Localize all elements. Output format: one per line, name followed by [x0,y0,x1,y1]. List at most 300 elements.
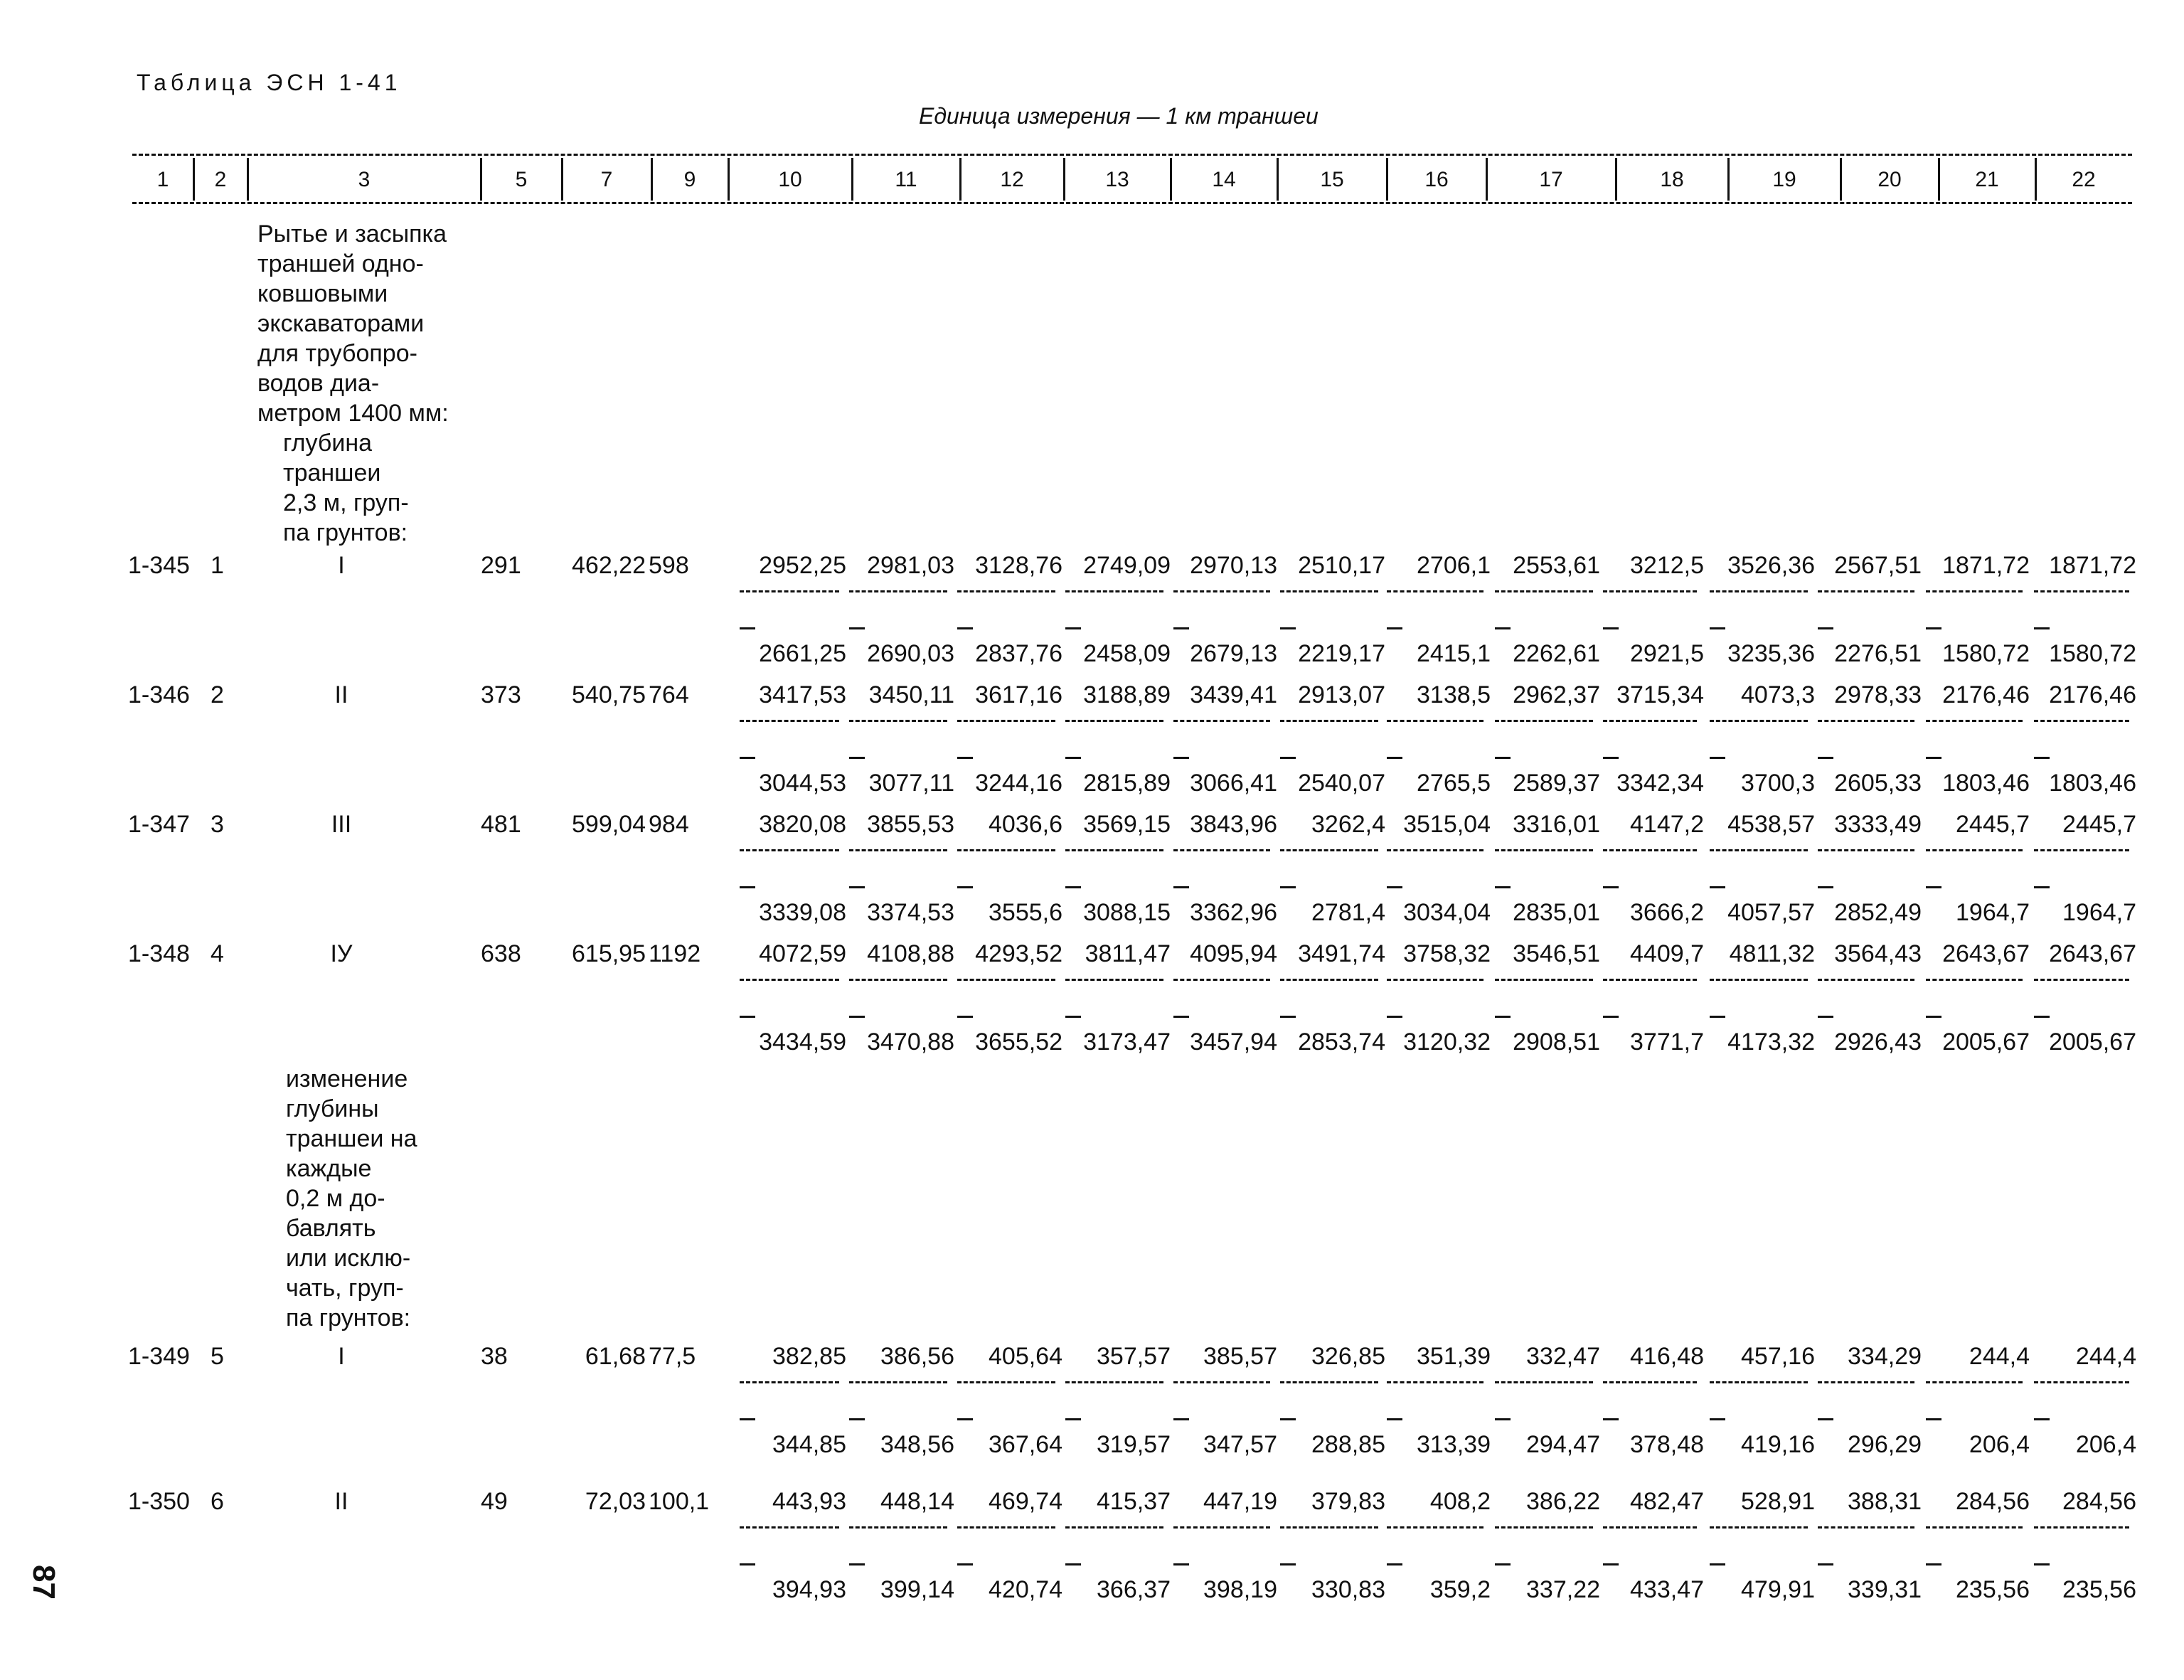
row-number: 3 [211,811,224,838]
cell-value-top: 3262,4 [1311,811,1385,838]
header-separator [1840,158,1842,201]
cell-value-top: 3569,15 [1083,811,1171,838]
cell-col-5: 481 [481,811,521,838]
fraction-line [1387,590,1483,592]
cell-value-top: 2643,67 [1942,940,2030,967]
cell-value-bottom: 235,56 [1956,1576,2030,1603]
header-separator [193,158,195,201]
cell-value-bottom: 4173,32 [1727,1028,1815,1056]
fraction-line [2034,590,2129,592]
cell-value-bottom: 433,47 [1630,1576,1704,1603]
fraction-dash [1818,1563,1833,1565]
fraction-dash [740,1563,755,1565]
cell-value-top: 3450,11 [868,681,954,708]
fraction-line [1926,1526,2023,1529]
cell-value-bottom: 339,31 [1848,1576,1922,1603]
fraction-dash [1818,627,1833,629]
cell-value-bottom: 348,56 [880,1431,954,1458]
cell-value-top: 2913,07 [1298,681,1385,708]
cell-value-top: 284,56 [2062,1488,2136,1515]
fraction-dash [1710,627,1725,629]
cell-value-bottom: 330,83 [1311,1576,1385,1603]
cell-value-bottom: 3342,34 [1616,770,1704,797]
cell-value-bottom: 2921,5 [1630,640,1704,667]
fraction-line [2034,979,2129,981]
cell-value-bottom: 3066,41 [1190,770,1277,797]
fraction-dash [849,1563,865,1565]
cell-value-bottom: 3771,7 [1630,1028,1704,1056]
cell-value-top: 3188,89 [1083,681,1171,708]
header-separator [1486,158,1488,201]
cell-value-bottom: 2005,67 [2049,1028,2136,1056]
fraction-line [957,1526,1055,1529]
cell-value-top: 443,93 [772,1488,846,1515]
header-cell-11: 11 [895,168,917,191]
fraction-line [1495,979,1593,981]
cell-value-bottom: 2661,25 [759,640,846,667]
unit-caption: Единица измерения — 1 км траншеи [919,103,1319,129]
row-number: 5 [211,1343,224,1370]
cell-value-bottom: 2835,01 [1513,899,1600,926]
fraction-dash [1926,1563,1941,1565]
fraction-line [1495,590,1593,592]
fraction-line [1387,1381,1483,1383]
row-code: 1-345 [128,552,190,579]
fraction-dash [1280,757,1296,759]
cell-value-bottom: 2926,43 [1834,1028,1922,1056]
cell-value-bottom: 378,48 [1630,1431,1704,1458]
fraction-line [1387,979,1483,981]
fraction-dash [957,886,973,888]
fraction-line [849,720,947,722]
cell-value-top: 3333,49 [1834,811,1922,838]
fraction-dash [1818,1418,1833,1420]
cell-value-top: 4538,57 [1727,811,1815,838]
cell-value-bottom: 3457,94 [1190,1028,1277,1056]
header-separator [1386,158,1388,201]
fraction-line [1065,979,1163,981]
cell-value-top: 3128,76 [975,552,1062,579]
fraction-line [2034,849,2129,851]
cell-value-top: 2749,09 [1083,552,1171,579]
fraction-line [1818,1381,1914,1383]
fraction-line [1926,849,2023,851]
cell-value-bottom: 2837,76 [975,640,1062,667]
cell-value-bottom: 2690,03 [867,640,954,667]
fraction-line [740,979,839,981]
fraction-dash [2034,1563,2050,1565]
cell-value-bottom: 347,57 [1203,1431,1277,1458]
soil-group: IУ [330,940,353,967]
cell-value-bottom: 1803,46 [2049,770,2136,797]
fraction-dash [1495,627,1511,629]
fraction-line [1603,849,1697,851]
fraction-dash [957,627,973,629]
fraction-line [1603,1526,1697,1529]
cell-value-top: 2176,46 [2049,681,2136,708]
cell-value-bottom: 3339,08 [759,899,846,926]
fraction-line [740,849,839,851]
cell-value-bottom: 2815,89 [1083,770,1171,797]
cell-value-top: 4036,6 [989,811,1062,838]
fraction-line [1173,720,1270,722]
fraction-dash [1387,757,1402,759]
cell-value-bottom: 1803,46 [1942,770,2030,797]
cell-value-bottom: 2415,1 [1417,640,1491,667]
header-cell-1: 1 [156,168,169,191]
cell-value-top: 4409,7 [1630,940,1704,967]
fraction-dash [1495,1016,1511,1018]
fraction-dash [1603,1016,1619,1018]
fraction-dash [1710,886,1725,888]
header-cell-15: 15 [1320,168,1344,191]
fraction-dash [1495,886,1511,888]
fraction-line [1926,979,2023,981]
cell-value-top: 351,39 [1417,1343,1491,1370]
cell-col-9: 764 [649,681,689,708]
fraction-line [740,1381,839,1383]
cell-value-top: 2445,7 [2062,811,2136,838]
cell-value-top: 3820,08 [759,811,846,838]
cell-value-bottom: 206,4 [1969,1431,2030,1458]
fraction-line [1710,979,1808,981]
header-separator [959,158,962,201]
cell-value-top: 4072,59 [759,940,846,967]
fraction-dash [1926,627,1941,629]
cell-value-bottom: 3088,15 [1083,899,1171,926]
fraction-line [1280,720,1378,722]
cell-value-bottom: 420,74 [989,1576,1062,1603]
fraction-dash [1173,1418,1189,1420]
fraction-line [1065,720,1163,722]
cell-col-5: 38 [481,1343,508,1370]
fraction-dash [849,1418,865,1420]
cell-col-7: 615,95 [572,940,646,967]
cell-value-bottom: 2589,37 [1513,770,1600,797]
cell-value-top: 3811,47 [1085,940,1171,967]
cell-value-top: 4095,94 [1190,940,1277,967]
fraction-line [1065,1381,1163,1383]
fraction-dash [1603,757,1619,759]
fraction-dash [1926,886,1941,888]
soil-group: II [334,681,348,708]
fraction-dash [1173,1016,1189,1018]
header-cell-20: 20 [1877,168,1902,191]
fraction-line [1710,590,1808,592]
header-separator [1615,158,1617,201]
cell-value-bottom: 3555,6 [989,899,1062,926]
fraction-dash [1926,1016,1941,1018]
fraction-line [1926,590,2023,592]
cell-value-top: 386,56 [880,1343,954,1370]
page-number: 87 [26,1565,61,1600]
header-separator [651,158,653,201]
soil-group: III [331,811,352,838]
cell-value-top: 3138,5 [1417,681,1491,708]
fraction-dash [1710,1016,1725,1018]
fraction-dash [849,886,865,888]
cell-value-top: 3617,16 [975,681,1062,708]
cell-value-top: 3546,51 [1513,940,1600,967]
cell-value-top: 2706,1 [1417,552,1491,579]
fraction-line [1173,849,1270,851]
cell-value-bottom: 3044,53 [759,770,846,797]
cell-value-top: 334,29 [1848,1343,1922,1370]
fraction-line [1280,1381,1378,1383]
header-separator [1727,158,1730,201]
header-cell-2: 2 [214,168,227,191]
header-separator [728,158,730,201]
cell-value-top: 2176,46 [1942,681,2030,708]
header-separator [1938,158,1940,201]
subsection-depth-2-3m: глубина траншеи 2,3 м, груп- па грунтов: [283,430,409,546]
fraction-line [1818,979,1914,981]
cell-col-9: 984 [649,811,689,838]
cell-value-top: 3439,41 [1190,681,1277,708]
cell-value-top: 3212,5 [1630,552,1704,579]
fraction-line [740,590,839,592]
fraction-dash [1173,757,1189,759]
header-separator [1277,158,1279,201]
cell-value-top: 244,4 [1969,1343,2030,1370]
fraction-line [1280,590,1378,592]
cell-value-bottom: 2276,51 [1834,640,1922,667]
header-separator [480,158,482,201]
header-separator [851,158,853,201]
row-number: 2 [211,681,224,708]
cell-value-top: 3417,53 [759,681,846,708]
cell-value-top: 386,22 [1526,1488,1600,1515]
cell-value-bottom: 2908,51 [1513,1028,1600,1056]
cell-value-top: 469,74 [989,1488,1062,1515]
fraction-line [1173,590,1270,592]
fraction-line [1818,1526,1914,1529]
cell-value-top: 457,16 [1741,1343,1815,1370]
fraction-line [740,720,839,722]
fraction-line [1495,720,1593,722]
cell-value-bottom: 2219,17 [1298,640,1385,667]
cell-value-bottom: 3173,47 [1083,1028,1171,1056]
fraction-line [1818,590,1914,592]
fraction-dash [2034,627,2050,629]
cell-value-top: 2962,37 [1513,681,1600,708]
cell-value-bottom: 399,14 [880,1576,954,1603]
fraction-line [1173,979,1270,981]
header-cell-7: 7 [600,168,613,191]
fraction-line [1387,849,1483,851]
cell-value-bottom: 3374,53 [867,899,954,926]
cell-value-top: 3715,34 [1616,681,1704,708]
fraction-line [2034,1526,2129,1529]
table-title: Таблица ЭСН 1-41 [137,70,402,95]
header-cell-19: 19 [1772,168,1796,191]
fraction-dash [849,1016,865,1018]
header-separator [2035,158,2037,201]
row-number: 4 [211,940,224,967]
header-cell-16: 16 [1424,168,1449,191]
cell-value-bottom: 337,22 [1526,1576,1600,1603]
fraction-dash [1603,886,1619,888]
fraction-line [849,1526,947,1529]
header-cell-17: 17 [1539,168,1563,191]
cell-value-top: 528,91 [1741,1488,1815,1515]
cell-value-top: 2970,13 [1190,552,1277,579]
soil-group: I [338,1343,345,1370]
cell-value-top: 388,31 [1848,1488,1922,1515]
fraction-line [1495,1526,1593,1529]
cell-value-bottom: 479,91 [1741,1576,1815,1603]
cell-value-bottom: 2458,09 [1083,640,1171,667]
cell-value-top: 4073,3 [1741,681,1815,708]
cell-value-top: 2978,33 [1834,681,1922,708]
fraction-line [1926,720,2023,722]
row-code: 1-350 [128,1488,190,1515]
fraction-line [1818,849,1914,851]
cell-value-top: 482,47 [1630,1488,1704,1515]
fraction-dash [957,1016,973,1018]
cell-value-bottom: 367,64 [989,1431,1062,1458]
fraction-line [957,1381,1055,1383]
fraction-dash [1818,757,1833,759]
cell-value-top: 2567,51 [1834,552,1922,579]
cell-value-bottom: 2679,13 [1190,640,1277,667]
fraction-dash [1280,886,1296,888]
cell-col-9: 77,5 [649,1343,696,1370]
section-heading-depth-change: изменение глубины траншеи на каждые 0,2 м до- бавлять или исклю- чать, груп- па грунтов: [286,1065,417,1331]
cell-value-bottom: 2540,07 [1298,770,1385,797]
cell-value-top: 2445,7 [1956,811,2030,838]
fraction-dash [1495,757,1511,759]
row-number: 1 [211,552,224,579]
fraction-line [2034,1381,2129,1383]
fraction-dash [2034,757,2050,759]
cell-value-top: 2981,03 [867,552,954,579]
section-heading-trenching: Рытье и засыпка траншей одно- ковшовыми экскаваторами для трубопро- водов диа- метром 1400 мм: [257,220,449,427]
cell-value-top: 332,47 [1526,1343,1600,1370]
fraction-line [1280,849,1378,851]
cell-value-top: 2952,25 [759,552,846,579]
fraction-dash [1603,1418,1619,1420]
cell-value-top: 2510,17 [1298,552,1385,579]
fraction-dash [740,886,755,888]
cell-value-top: 3843,96 [1190,811,1277,838]
soil-group: II [334,1488,348,1515]
fraction-dash [1280,1563,1296,1565]
fraction-dash [1818,1016,1833,1018]
fraction-line [1495,849,1593,851]
header-separator [247,158,249,201]
cell-col-7: 61,68 [585,1343,646,1370]
cell-col-5: 638 [481,940,521,967]
cell-value-bottom: 1580,72 [1942,640,2030,667]
fraction-line [1603,590,1697,592]
cell-value-top: 4147,2 [1630,811,1704,838]
fraction-line [957,720,1055,722]
row-code: 1-346 [128,681,190,708]
cell-value-top: 3526,36 [1727,552,1815,579]
fraction-line [740,1526,839,1529]
header-cell-9: 9 [683,168,696,191]
cell-value-top: 3855,53 [867,811,954,838]
header-cell-22: 22 [2072,168,2096,191]
fraction-dash [1710,757,1725,759]
fraction-dash [2034,1418,2050,1420]
fraction-line [957,849,1055,851]
cell-value-top: 1871,72 [1942,552,2030,579]
fraction-line [957,590,1055,592]
header-cell-14: 14 [1212,168,1236,191]
cell-value-top: 385,57 [1203,1343,1277,1370]
cell-value-top: 405,64 [989,1343,1062,1370]
fraction-dash [1173,627,1189,629]
cell-value-top: 4108,88 [867,940,954,967]
fraction-line [1065,590,1163,592]
fraction-dash [740,1418,755,1420]
cell-value-bottom: 394,93 [772,1576,846,1603]
cell-value-bottom: 2765,5 [1417,770,1491,797]
cell-value-top: 3491,74 [1298,940,1385,967]
cell-col-9: 100,1 [649,1488,710,1515]
cell-value-bottom: 2262,61 [1513,640,1600,667]
fraction-dash [1065,1563,1081,1565]
cell-value-bottom: 398,19 [1203,1576,1277,1603]
fraction-line [1710,720,1808,722]
fraction-dash [1065,886,1081,888]
cell-value-top: 3758,32 [1403,940,1491,967]
cell-value-top: 326,85 [1311,1343,1385,1370]
fraction-line [1065,1526,1163,1529]
fraction-line [1710,849,1808,851]
fraction-line [849,1381,947,1383]
fraction-line [1603,720,1697,722]
fraction-dash [740,627,755,629]
cell-col-5: 373 [481,681,521,708]
cell-value-bottom: 366,37 [1097,1576,1171,1603]
cell-value-bottom: 2005,67 [1942,1028,2030,1056]
cell-value-bottom: 3655,52 [975,1028,1062,1056]
fraction-line [1818,720,1914,722]
fraction-dash [957,757,973,759]
cell-col-7: 72,03 [585,1488,646,1515]
cell-value-bottom: 3120,32 [1403,1028,1491,1056]
cell-value-bottom: 288,85 [1311,1431,1385,1458]
cell-value-bottom: 235,56 [2062,1576,2136,1603]
fraction-dash [957,1418,973,1420]
cell-value-bottom: 359,2 [1429,1576,1491,1603]
fraction-dash [1603,627,1619,629]
header-separator [1170,158,1172,201]
fraction-dash [1710,1563,1725,1565]
cell-value-bottom: 1580,72 [2049,640,2136,667]
fraction-dash [1065,1418,1081,1420]
cell-value-top: 1871,72 [2049,552,2136,579]
fraction-line [849,849,947,851]
cell-value-top: 447,19 [1203,1488,1277,1515]
fraction-dash [1710,1418,1725,1420]
header-cell-18: 18 [1660,168,1684,191]
cell-value-top: 244,4 [2075,1343,2136,1370]
fraction-line [1065,849,1163,851]
cell-value-bottom: 1964,7 [1956,899,2030,926]
fraction-line [1710,1526,1808,1529]
fraction-line [1280,1526,1378,1529]
cell-value-bottom: 2852,49 [1834,899,1922,926]
cell-value-bottom: 3244,16 [975,770,1062,797]
fraction-dash [1387,1418,1402,1420]
row-code: 1-348 [128,940,190,967]
cell-value-bottom: 206,4 [2075,1431,2136,1458]
fraction-line [957,979,1055,981]
